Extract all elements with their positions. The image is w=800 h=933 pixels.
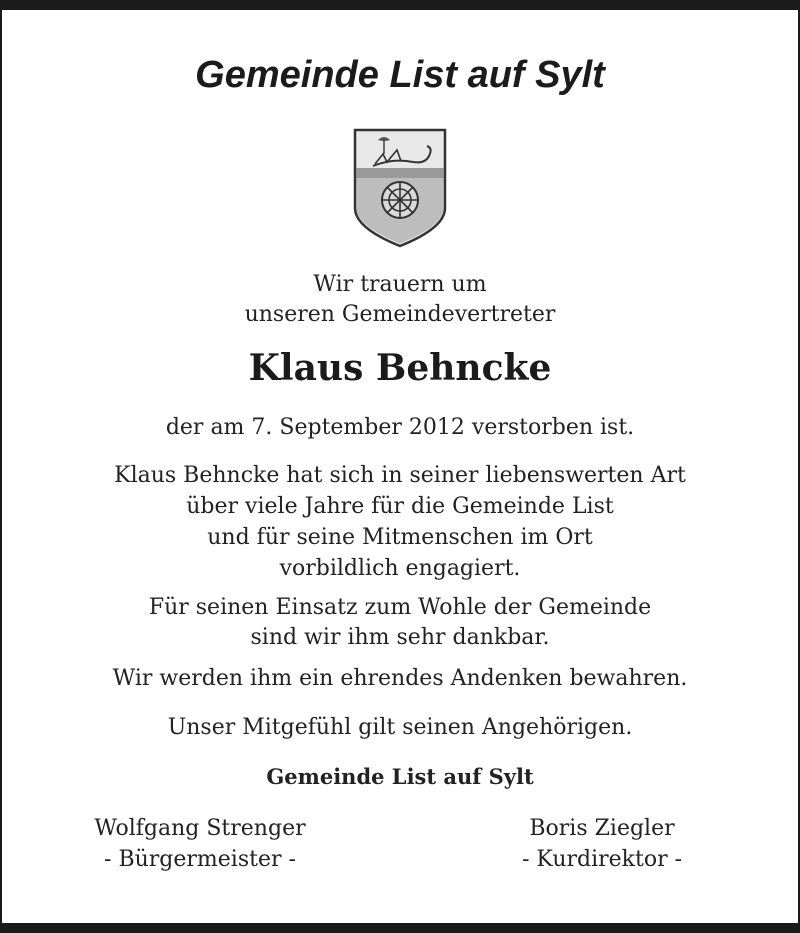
tribute-line: vorbildlich engagiert. xyxy=(279,556,521,581)
signatory-role: - Kurdirektor - xyxy=(521,847,683,872)
intro-line: unseren Gemeindevertreter xyxy=(244,302,556,327)
signature-organization: Gemeinde List auf Sylt xyxy=(266,764,534,789)
deceased-name: Klaus Behncke xyxy=(248,347,552,389)
gratitude-line: sind wir ihm sehr dankbar. xyxy=(250,625,550,650)
page-title: Gemeinde List auf Sylt xyxy=(195,54,605,96)
death-date-line: der am 7. September 2012 verstorben ist. xyxy=(165,415,635,440)
intro-line: Wir trauern um xyxy=(313,272,487,297)
gratitude-line: Für seinen Einsatz zum Wohle der Gemeinde xyxy=(148,595,652,620)
signatory-name: Wolfgang Strenger xyxy=(94,816,306,841)
signatory-name: Boris Ziegler xyxy=(529,816,675,841)
tribute-line: und für seine Mitmenschen im Ort xyxy=(207,525,593,550)
tribute-line: Klaus Behncke hat sich in seiner liebenswerten Art xyxy=(114,463,686,488)
condolence-line: Unser Mitgefühl gilt seinen Angehörigen. xyxy=(167,715,633,740)
remembrance-line: Wir werden ihm ein ehrendes Andenken bewahren. xyxy=(112,666,688,691)
tribute-line: über viele Jahre für die Gemeinde List xyxy=(186,494,614,519)
signatory-role: - Bürgermeister - xyxy=(104,847,296,872)
signatory-spa-director xyxy=(462,813,742,875)
signatory-mayor xyxy=(60,813,340,875)
coat-of-arms-icon xyxy=(353,128,447,248)
